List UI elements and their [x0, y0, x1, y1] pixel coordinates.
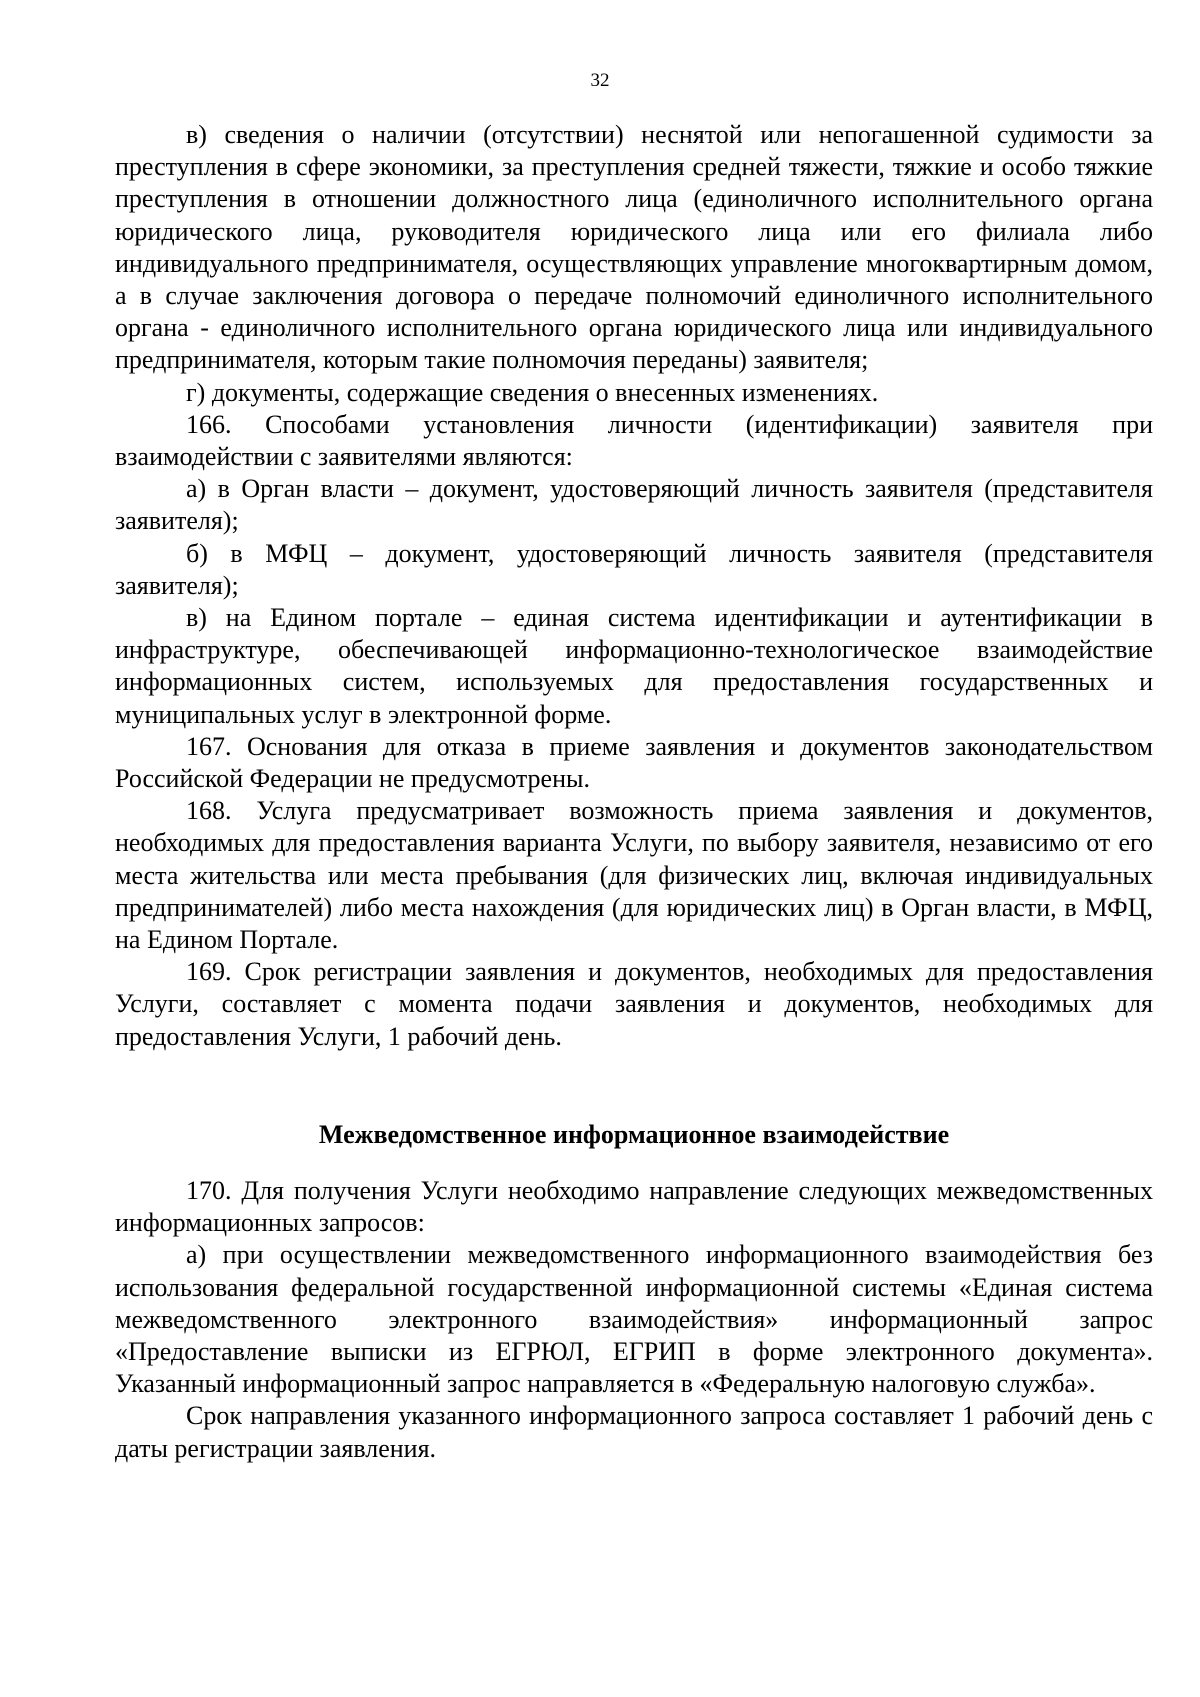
document-body	[115, 119, 1153, 1465]
paragraph-166: 166. Способами установления личности (идентификации) заявителя при взаимодействии с заявителями являются:	[115, 409, 1153, 472]
paragraph-166-a: а) в Орган власти – документ, удостоверяющий личность заявителя (представителя заявителя);	[115, 474, 1153, 536]
paragraph-changes-documents: г) документы, содержащие сведения о внесенных изменениях.	[186, 377, 879, 407]
paragraph-170: 170. Для получения Услуги необходимо направление следующих межведомственных информационных запросов:	[115, 1175, 1153, 1238]
page-number: 32	[590, 70, 610, 91]
section-heading: Межведомственное информационное взаимодействие	[318, 1119, 950, 1149]
paragraph-170-a: а) при осуществлении межведомственного информационного взаимодействия без использования федеральной государственной информационной системы «Единая система межведомственного электронного взаимодействия» информационный запрос «Предоставление выписки из ЕГРЮЛ, ЕГРИП в форме электронного документа». Указанный информационный запрос направляется в «Федеральную налоговую служба».	[115, 1240, 1153, 1399]
paragraph-166-v: в) на Едином портале – единая система идентификации и аутентификации в инфраструктуре, обеспечивающей информационно-технологическое взаимодействие информационных систем, используемых для предоставления государственных и муниципальных услуг в электронной форме.	[115, 603, 1153, 729]
paragraph-request-deadline: Срок направления указанного информационного запроса составляет 1 рабочий день с даты регистрации заявления.	[115, 1401, 1153, 1463]
paragraph-168: 168. Услуга предусматривает возможность приема заявления и документов, необходимых для предоставления варианта Услуги, по выбору заявителя, независимо от его места жительства или места пребывания (для физических лиц, включая индивидуальных предпринимателей) либо места нахождения (для юридических лиц) в Орган власти, в МФЦ, на Едином Портале.	[115, 796, 1153, 955]
paragraph-167: 167. Основания для отказа в приеме заявления и документов законодательством Российской Федерации не предусмотрены.	[115, 731, 1153, 794]
paragraph-166-b: б) в МФЦ – документ, удостоверяющий личность заявителя (представителя заявителя);	[115, 538, 1153, 600]
paragraph-criminal-record-info: в) сведения о наличии (отсутствии) неснятой или непогашенной судимости за преступления в сфере экономики, за преступления средней тяжести, тяжкие и особо тяжкие преступления в отношении должностного лица (единоличного исполнительного органа юридического лица, руководителя юридического лица или его филиала либо индивидуального предпринимателя, осуществляющих управление многоквартирным домом, а в случае заключения договора о передаче полномочий единоличного исполнительного органа - единоличного исполнительного органа юридического лица или индивидуального предпринимателя, которым такие полномочия переданы) заявителя;	[115, 120, 1153, 375]
paragraph-169: 169. Срок регистрации заявления и документов, необходимых для предоставления Услуги, составляет с момента подачи заявления и документов, необходимых для предоставления Услуги, 1 рабочий день.	[115, 957, 1153, 1051]
